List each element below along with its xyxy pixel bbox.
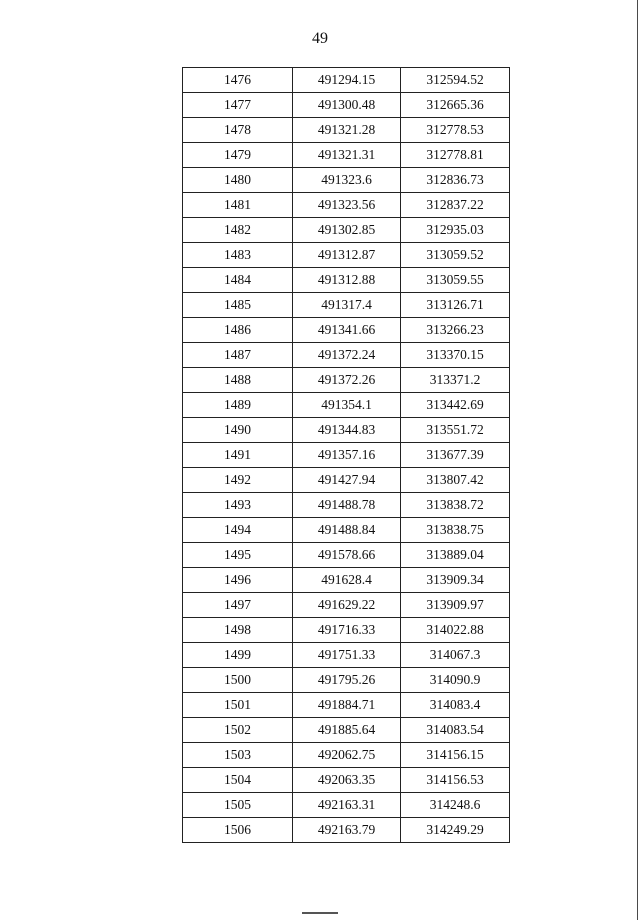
scan-edge-line	[637, 0, 638, 920]
point-number-cell: 1487	[183, 343, 293, 368]
x-coordinate-cell: 491323.56	[293, 193, 401, 218]
y-coordinate-cell: 313126.71	[401, 293, 510, 318]
y-coordinate-cell: 313909.97	[401, 593, 510, 618]
table-row	[183, 718, 510, 743]
point-number-cell: 1481	[183, 193, 293, 218]
x-coordinate-cell: 491312.87	[293, 243, 401, 268]
x-coordinate-cell: 491294.15	[293, 68, 401, 93]
y-coordinate-cell: 312836.73	[401, 168, 510, 193]
x-coordinate-cell: 492163.31	[293, 793, 401, 818]
point-number-cell: 1504	[183, 768, 293, 793]
table-row	[183, 143, 510, 168]
table-row	[183, 643, 510, 668]
x-coordinate-cell: 491341.66	[293, 318, 401, 343]
table-row	[183, 593, 510, 618]
table-row	[183, 543, 510, 568]
point-number-cell: 1479	[183, 143, 293, 168]
y-coordinate-cell: 314249.29	[401, 818, 510, 843]
table-row	[183, 493, 510, 518]
x-coordinate-cell: 491357.16	[293, 443, 401, 468]
x-coordinate-cell: 491317.4	[293, 293, 401, 318]
x-coordinate-cell: 491629.22	[293, 593, 401, 618]
y-coordinate-cell: 314083.4	[401, 693, 510, 718]
table-row	[183, 418, 510, 443]
table-row	[183, 743, 510, 768]
scan-bottom-mark	[302, 912, 338, 914]
x-coordinate-cell: 491321.31	[293, 143, 401, 168]
table-row	[183, 468, 510, 493]
table-row	[183, 93, 510, 118]
y-coordinate-cell: 314022.88	[401, 618, 510, 643]
coordinates-table	[182, 67, 510, 843]
point-number-cell: 1490	[183, 418, 293, 443]
table-row	[183, 443, 510, 468]
table-row	[183, 243, 510, 268]
x-coordinate-cell: 491751.33	[293, 643, 401, 668]
y-coordinate-cell: 313370.15	[401, 343, 510, 368]
point-number-cell: 1499	[183, 643, 293, 668]
point-number-cell: 1480	[183, 168, 293, 193]
y-coordinate-cell: 314156.53	[401, 768, 510, 793]
y-coordinate-cell: 314156.15	[401, 743, 510, 768]
point-number-cell: 1483	[183, 243, 293, 268]
table-row	[183, 168, 510, 193]
point-number-cell: 1484	[183, 268, 293, 293]
point-number-cell: 1501	[183, 693, 293, 718]
point-number-cell: 1488	[183, 368, 293, 393]
x-coordinate-cell: 491488.84	[293, 518, 401, 543]
table-row	[183, 618, 510, 643]
y-coordinate-cell: 312778.81	[401, 143, 510, 168]
point-number-cell: 1492	[183, 468, 293, 493]
coordinates-table-body	[183, 68, 510, 843]
point-number-cell: 1495	[183, 543, 293, 568]
point-number-cell: 1489	[183, 393, 293, 418]
x-coordinate-cell: 491628.4	[293, 568, 401, 593]
point-number-cell: 1497	[183, 593, 293, 618]
point-number-cell: 1503	[183, 743, 293, 768]
x-coordinate-cell: 491372.24	[293, 343, 401, 368]
point-number-cell: 1505	[183, 793, 293, 818]
y-coordinate-cell: 312665.36	[401, 93, 510, 118]
x-coordinate-cell: 491578.66	[293, 543, 401, 568]
y-coordinate-cell: 313889.04	[401, 543, 510, 568]
point-number-cell: 1493	[183, 493, 293, 518]
x-coordinate-cell: 491302.85	[293, 218, 401, 243]
y-coordinate-cell: 312935.03	[401, 218, 510, 243]
y-coordinate-cell: 313838.75	[401, 518, 510, 543]
x-coordinate-cell: 491321.28	[293, 118, 401, 143]
table-row	[183, 693, 510, 718]
point-number-cell: 1496	[183, 568, 293, 593]
point-number-cell: 1498	[183, 618, 293, 643]
point-number-cell: 1478	[183, 118, 293, 143]
y-coordinate-cell: 314090.9	[401, 668, 510, 693]
point-number-cell: 1502	[183, 718, 293, 743]
y-coordinate-cell: 312778.53	[401, 118, 510, 143]
x-coordinate-cell: 491427.94	[293, 468, 401, 493]
x-coordinate-cell: 491300.48	[293, 93, 401, 118]
table-row	[183, 193, 510, 218]
point-number-cell: 1506	[183, 818, 293, 843]
table-row	[183, 218, 510, 243]
y-coordinate-cell: 313059.55	[401, 268, 510, 293]
page-number: 49	[312, 30, 328, 47]
point-number-cell: 1494	[183, 518, 293, 543]
y-coordinate-cell: 313677.39	[401, 443, 510, 468]
x-coordinate-cell: 491372.26	[293, 368, 401, 393]
x-coordinate-cell: 492163.79	[293, 818, 401, 843]
x-coordinate-cell: 491323.6	[293, 168, 401, 193]
table-row	[183, 768, 510, 793]
table-row	[183, 293, 510, 318]
x-coordinate-cell: 491795.26	[293, 668, 401, 693]
x-coordinate-cell: 491344.83	[293, 418, 401, 443]
y-coordinate-cell: 313266.23	[401, 318, 510, 343]
y-coordinate-cell: 313059.52	[401, 243, 510, 268]
y-coordinate-cell: 314083.54	[401, 718, 510, 743]
point-number-cell: 1486	[183, 318, 293, 343]
table-row	[183, 668, 510, 693]
y-coordinate-cell: 313371.2	[401, 368, 510, 393]
point-number-cell: 1482	[183, 218, 293, 243]
x-coordinate-cell: 491885.64	[293, 718, 401, 743]
x-coordinate-cell: 491716.33	[293, 618, 401, 643]
point-number-cell: 1476	[183, 68, 293, 93]
table-row	[183, 518, 510, 543]
table-row	[183, 793, 510, 818]
y-coordinate-cell: 312594.52	[401, 68, 510, 93]
y-coordinate-cell: 313807.42	[401, 468, 510, 493]
x-coordinate-cell: 492062.75	[293, 743, 401, 768]
y-coordinate-cell: 313838.72	[401, 493, 510, 518]
table-row	[183, 568, 510, 593]
point-number-cell: 1491	[183, 443, 293, 468]
y-coordinate-cell: 313551.72	[401, 418, 510, 443]
y-coordinate-cell: 312837.22	[401, 193, 510, 218]
x-coordinate-cell: 491884.71	[293, 693, 401, 718]
table-row	[183, 68, 510, 93]
x-coordinate-cell: 492063.35	[293, 768, 401, 793]
table-row	[183, 318, 510, 343]
table-row	[183, 343, 510, 368]
table-row	[183, 818, 510, 843]
table-row	[183, 268, 510, 293]
y-coordinate-cell: 313909.34	[401, 568, 510, 593]
y-coordinate-cell: 314067.3	[401, 643, 510, 668]
point-number-cell: 1485	[183, 293, 293, 318]
point-number-cell: 1477	[183, 93, 293, 118]
point-number-cell: 1500	[183, 668, 293, 693]
table-row	[183, 393, 510, 418]
x-coordinate-cell: 491488.78	[293, 493, 401, 518]
x-coordinate-cell: 491354.1	[293, 393, 401, 418]
y-coordinate-cell: 314248.6	[401, 793, 510, 818]
table-row	[183, 368, 510, 393]
table-row	[183, 118, 510, 143]
x-coordinate-cell: 491312.88	[293, 268, 401, 293]
y-coordinate-cell: 313442.69	[401, 393, 510, 418]
